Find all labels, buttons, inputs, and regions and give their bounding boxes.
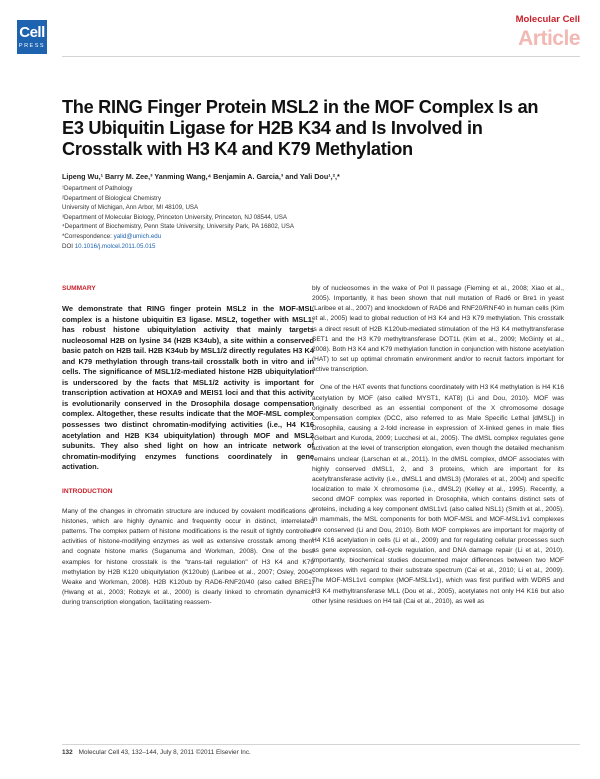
introduction-paragraph-1: Many of the changes in chromatin structure are induced by covalent modifications of histones, which are highly dynamic and frequently occur in distinct, interrelated patterns. The complex pattern of histone modifications is the result of tightly controlled activities of histone-modifying enzymes as well as extensive crosstalk among them and cognate histone marks (Suganuma and Workman, 2008). One of the best examples for histone crosstalk is the "trans-tail regulation" of H3 K4 and K79 methylation by H2B K120 ubiquitylation (K120ub) (Laribee et al., 2007; Osley, 2004; Weake and Workman, 2008). H2B K120ub by RAD6-RNF20/40 (also called BRE1) (Hwang et al., 2003; Robzyk et al., 2000) is clearly linked to chromatin dynamics during transcription elongation, facilitating reassem- [62, 507, 314, 607]
correspondence-label: *Correspondence: [62, 232, 114, 240]
logo-main-text: Cell [19, 24, 45, 41]
body-paragraph-2: One of the HAT events that functions coordinately with H3 K4 methylation is H4 K16 acetylation by MOF (also called MYST1, KAT8) (Li and Dou, 2010). MOF was originally described as an essential component of the X chromosome dosage compensation complex (DCC, also referred to as Male Specific Lethal [dMSL]) in Drosophila, causing a 2-fold increase in expression of X-linked genes in male flies (Gelbart and Kuroda, 2009; Lucchesi et al., 2005). The dMSL complex regulates gene activation at the level of transcription elongation, even though the detailed mechanism remains unclear (Larschan et al., 2011). In the dMSL complex, dMOF associates with highly conserved dMSL1, 2, and 3 proteins, which are important for its acetyltransferase activity (i.e., dMSL1 and dMSL3) (Morales et al., 2004) and specific localization to male X chromosome (i.e., dMSL2) (Kelley et al., 1995). Recently, a second dMOF complex was reported in Drosophila, which contains distinct sets of proteins, including a key component dMSL1v1 (also called NSL1) (Smith et al., 2005). In mammals, the MSL components for both MOF-MSL and MOF-MSL1v1 complexes are conserved (Li and Dou, 2010). Both MOF complexes are important for majority of H4 K16 acetylation in cells (Li et al., 2009) and for regulating cellular processes such as gene expression, cell-cycle regulation, and DNA damage repair (Li et al., 2010). Importantly, biochemical studies documented major differences between two MOF complexes with regard to their substrate spectrum (Cai et al., 2010; Li et al., 2009). The MOF-MSL1v1 complex (MOF-MSL1v1), which was first purified with WDR5 and H3 K4 methyltransferase MLL (Dou et al., 2005), acetylates not only H4 K16 but also other lysine residues on H4 tail (Cai et al., 2010), as well as [312, 384, 564, 605]
left-column [62, 284, 314, 608]
author-list: Lipeng Wu,¹ Barry M. Zee,³ Yanming Wang,⁴ Benjamin A. Garcia,³ and Yali Dou¹,²,* [62, 172, 340, 181]
page-footer [62, 749, 251, 756]
correspondence-email-link[interactable]: yalid@umich.edu [113, 232, 162, 240]
affiliation-1: ¹Department of Pathology [62, 185, 133, 192]
paper-title: The RING Finger Protein MSL2 in the MOF Complex Is an E3 Ubiquitin Ligase for H2B K34 and Is Involved in Crosstalk with H3 K4 and K79 Methylation [62, 97, 539, 159]
doi-line [62, 242, 462, 252]
affiliation-3: University of Michigan, Ann Arbor, MI 48109, USA [62, 204, 199, 212]
summary-heading: SUMMARY [62, 285, 96, 292]
affiliation-4: ³Department of Molecular Biology, Princeton University, Princeton, NJ 08544, USA [62, 213, 288, 221]
summary-text: We demonstrate that RING finger protein MSL2 in the MOF-MSL complex is a histone ubiquitin E3 ligase. MSL2, together with MSL1, has robust histone ubiquitylation activity that mainly targets nucleosomal H2B on lysine 34 (H2B K34ub), a site within a conserved basic patch on H2B tail. H2B K34ub by MSL1/2 directly regulates H3 K4 and K79 methylation through trans-tail crosstalk both in vitro and in cells. The significance of MSL1/2-mediated histone H2B ubiquitylation is underscored by the facts that MSL1/2 activity is important for transcription activation at HOXA9 and MEIS1 loci and that this activity is evolutionarily conserved in the Drosophila dosage compensation complex. Altogether, these results indicate that the MOF-MSL complex possesses two distinct chromatin-modifying activities (i.e., H4 K16 acetylation and H2B K34 ubiquitylation) through MOF and MSL2 subunits. They also shed light on how an intricate network of chromatin-modifying enzymes functions coordinately in gene activation. [62, 304, 314, 472]
journal-name: Molecular Cell [515, 14, 580, 25]
affiliations [62, 184, 462, 251]
logo-sub-text: PRESS [18, 43, 46, 49]
page-number: 132 [62, 749, 73, 756]
affiliation-5: ⁴Department of Biochemistry, Penn State University, University Park, PA 16802, USA [62, 223, 295, 231]
right-column [312, 284, 564, 607]
footer-divider [62, 744, 580, 745]
doi-link[interactable]: 10.1016/j.molcel.2011.05.015 [74, 242, 156, 250]
footer-citation: Molecular Cell 43, 132–144, July 8, 2011 ©2011 Elsevier Inc. [78, 749, 251, 756]
header-divider [62, 56, 580, 57]
affiliation-2: ²Department of Biological Chemistry [62, 194, 162, 202]
article-type: Article [518, 27, 580, 50]
introduction-heading: INTRODUCTION [62, 487, 113, 495]
cell-press-logo [17, 20, 47, 54]
doi-label: DOI [62, 242, 75, 250]
correspondence [62, 232, 462, 242]
body-paragraph-1: bly of nucleosomes in the wake of Pol II passage (Fleming et al., 2008; Xiao et al., 2005). Importantly, it has been shown that null mutation of Rad6 or Bre1 in yeast (Laribee et al., 2007) and knockdown of RAD6 and RNF20/RNF40 in human cells (Kim et al., 2005) lead to global reduction of H3 K4 and H3 K79 methylation. This crosstalk is a direct result of H2B K120ub-mediated stimulation of the H3 K4 methyltransferase SET1 and the H3 K79 methyltransferase DOT1L (Kim et al., 2009; McGinty et al., 2008). Both H3 K4 and K79 methylation function in conjunction with histone acetylation (HAT) to set up optimal chromatin environment and/or to recruit factors important for active transcription. [312, 285, 564, 374]
